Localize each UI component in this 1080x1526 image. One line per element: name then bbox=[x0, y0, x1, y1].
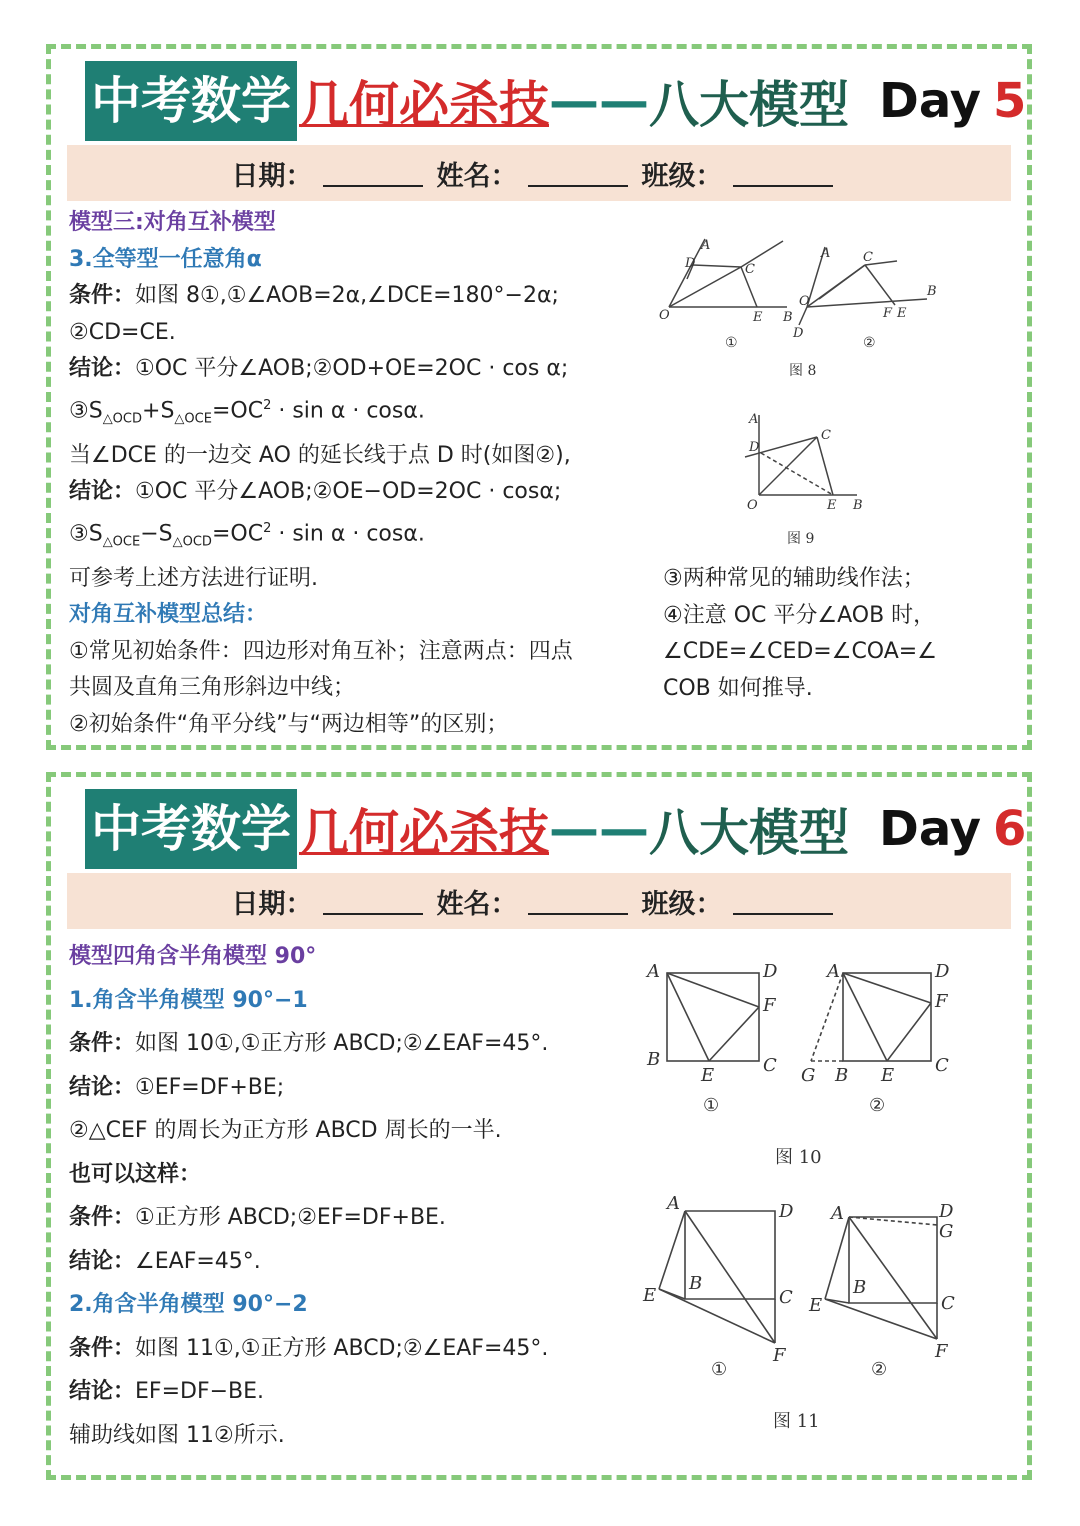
fig11-label-E1: E bbox=[643, 1285, 657, 1306]
fig8-label-E1: E bbox=[753, 310, 763, 325]
fig10-label-A1: A bbox=[647, 961, 660, 982]
alternative-heading: 也可以这样： bbox=[69, 1161, 202, 1187]
fig9-label-D: D bbox=[749, 440, 760, 455]
day5-title bbox=[85, 61, 1026, 141]
title-green: 八大模型 bbox=[649, 804, 849, 862]
fig8-caption: 图 8 bbox=[789, 363, 817, 379]
fig9-label-O: O bbox=[747, 498, 758, 513]
name-label: 姓名： bbox=[436, 888, 518, 920]
fig9-label-A: A bbox=[749, 412, 759, 427]
condition-line: 条件：如图 10①,①正方形 ABCD;②∠EAF=45°. bbox=[69, 1031, 549, 1056]
fig8-label-B1: B bbox=[783, 310, 793, 325]
title-green: 八大模型 bbox=[649, 76, 849, 134]
condition-line-2: 条件：①正方形 ABCD;②EF=DF+BE. bbox=[69, 1205, 446, 1230]
model-heading: 模型四角含半角模型 90° bbox=[69, 944, 317, 969]
fig8-label-F2: F bbox=[883, 306, 893, 321]
fig10-label-E2: E bbox=[881, 1065, 895, 1086]
fig8-label-C1: C bbox=[745, 262, 755, 277]
fig11-label-A2: A bbox=[831, 1203, 844, 1224]
condition-line-3: 条件：如图 11①,①正方形 ABCD;②∠EAF=45°. bbox=[69, 1335, 549, 1361]
conclusion-line-2: 结论：①OC 平分∠AOB;②OE−OD=2OC · cosα; bbox=[69, 479, 562, 505]
fig11-label-C2: C bbox=[941, 1293, 955, 1314]
fig11-label-F1: F bbox=[773, 1345, 786, 1366]
area-formula-1: $③S_{\triangle OCD}+S_{\triangle OCE}=OC^2 \cdot \sin \alpha \cdot \cos\alpha$. bbox=[69, 397, 425, 427]
title-day: Day bbox=[879, 801, 982, 857]
fig10-label-C2: C bbox=[935, 1055, 949, 1076]
conclusion-line: 结论：①OC 平分∠AOB;②OD+OE=2OC · cos α; bbox=[69, 356, 569, 381]
day6-card bbox=[46, 772, 1032, 1480]
fig10-label-A2: A bbox=[827, 961, 840, 982]
model-heading: 模型三:对角互补模型 bbox=[69, 210, 276, 235]
condition-line-2: ②CD=CE. bbox=[69, 319, 176, 345]
fig8-label-A2: A bbox=[821, 246, 831, 261]
class-label: 班级： bbox=[641, 160, 723, 192]
name-blank[interactable] bbox=[528, 159, 628, 187]
summary-line-1b: 共圆及直角三角形斜边中线； bbox=[69, 675, 356, 701]
title-day-number: 6 bbox=[993, 801, 1027, 857]
class-label: 班级： bbox=[641, 888, 723, 920]
fig9-label-E: E bbox=[827, 498, 837, 513]
subheading-1: 1.角含半角模型 90°−1 bbox=[69, 987, 308, 1013]
title-box: 中考数学 bbox=[85, 789, 297, 869]
subheading-2: 2.角含半角模型 90°−2 bbox=[69, 1292, 308, 1317]
conclusion-line-4: 结论：EF=DF−BE. bbox=[69, 1379, 265, 1404]
class-blank[interactable] bbox=[733, 887, 833, 915]
summary-line-2: ②初始条件“角平分线”与“两边相等”的区别； bbox=[69, 711, 509, 737]
name-blank[interactable] bbox=[528, 887, 628, 915]
fig11-marker-2: ② bbox=[871, 1359, 888, 1380]
info-bar bbox=[67, 145, 1011, 201]
date-blank[interactable] bbox=[323, 887, 423, 915]
fig10-label-B2: B bbox=[835, 1065, 849, 1086]
title-box: 中考数学 bbox=[85, 61, 297, 141]
fig10-label-B1: B bbox=[647, 1049, 661, 1070]
figure-11 bbox=[637, 1189, 967, 1429]
subheading: 3.全等型一任意角α bbox=[69, 246, 262, 272]
fig8-label-O2: O bbox=[799, 294, 810, 309]
fig8-label-B2: B bbox=[927, 284, 937, 299]
day5-card bbox=[46, 44, 1032, 750]
day5-left-text bbox=[69, 205, 573, 743]
fig10-caption: 图 10 bbox=[775, 1147, 822, 1168]
summary-line-4b: ∠CDE=∠CED=∠COA=∠ bbox=[663, 639, 937, 664]
info-bar bbox=[67, 873, 1011, 929]
fig8-marker-1: ① bbox=[725, 335, 738, 351]
fig8-label-A1: A bbox=[701, 238, 711, 253]
summary-line-4a: ④注意 OC 平分∠AOB 时， bbox=[663, 602, 936, 628]
fig10-label-E1: E bbox=[701, 1065, 715, 1086]
name-label: 姓名： bbox=[436, 160, 518, 192]
condition-line: 条件：如图 8①,①∠AOB=2α,∠DCE=180°−2α; bbox=[69, 283, 559, 308]
title-red: 几何必杀技 bbox=[299, 804, 549, 862]
fig9-label-B: B bbox=[853, 498, 863, 513]
fig10-label-D1: D bbox=[763, 961, 778, 982]
fig8-label-D1: D bbox=[685, 256, 696, 271]
fig9-label-C: C bbox=[821, 428, 831, 443]
fig10-marker-2: ② bbox=[869, 1095, 886, 1116]
fig11-label-B1: B bbox=[689, 1273, 703, 1294]
title-day-number: 5 bbox=[993, 73, 1027, 129]
fig8-label-D2: D bbox=[793, 326, 804, 341]
figure-10 bbox=[637, 953, 967, 1173]
fig10-label-D2: D bbox=[935, 961, 950, 982]
fig11-label-F2: F bbox=[935, 1341, 948, 1362]
fig11-label-A1: A bbox=[667, 1193, 680, 1214]
fig11-label-D2: D bbox=[939, 1201, 954, 1222]
auxiliary-line-note: 辅助线如图 11②所示. bbox=[69, 1422, 285, 1448]
fig11-label-B2: B bbox=[853, 1277, 867, 1298]
day6-left-text bbox=[69, 935, 548, 1457]
day5-right-text bbox=[663, 561, 937, 707]
fig11-label-G2: G bbox=[939, 1221, 954, 1242]
fig11-marker-1: ① bbox=[711, 1359, 728, 1380]
fig9-caption: 图 9 bbox=[787, 531, 815, 547]
figure-8 bbox=[657, 229, 947, 379]
date-blank[interactable] bbox=[323, 159, 423, 187]
fig10-label-C1: C bbox=[763, 1055, 777, 1076]
class-blank[interactable] bbox=[733, 159, 833, 187]
date-label: 日期： bbox=[231, 888, 313, 920]
fig11-label-C1: C bbox=[779, 1287, 793, 1308]
fig11-label-D1: D bbox=[779, 1201, 794, 1222]
fig10-marker-1: ① bbox=[703, 1095, 720, 1116]
date-label: 日期： bbox=[231, 160, 313, 192]
fig10-label-F1: F bbox=[763, 995, 776, 1016]
title-dash: —— bbox=[549, 800, 649, 858]
summary-heading: 对角互补模型总结： bbox=[69, 602, 268, 628]
fig8-marker-2: ② bbox=[863, 335, 876, 351]
day6-title bbox=[85, 789, 1026, 869]
title-day: Day bbox=[879, 73, 982, 129]
summary-line-1a: ①常见初始条件：四边形对角互补；注意两点：四点 bbox=[69, 638, 573, 664]
case-line: 当∠DCE 的一边交 AO 的延长线于点 D 时(如图②), bbox=[69, 442, 571, 468]
fig8-label-O1: O bbox=[659, 308, 670, 323]
figure-9 bbox=[737, 409, 877, 559]
fig11-label-E2: E bbox=[809, 1295, 823, 1316]
fig8-label-E2: E bbox=[897, 306, 907, 321]
reference-line: 可参考上述方法进行证明. bbox=[69, 565, 318, 591]
fig10-label-G2: G bbox=[801, 1065, 816, 1086]
area-formula-2: $③S_{\triangle OCE}-S_{\triangle OCD}=OC^2 \cdot \sin \alpha \cdot \cos\alpha$. bbox=[69, 520, 425, 550]
fig8-label-C2: C bbox=[863, 250, 873, 265]
title-dash: —— bbox=[549, 72, 649, 130]
fig11-caption: 图 11 bbox=[773, 1411, 820, 1429]
title-red: 几何必杀技 bbox=[299, 76, 549, 134]
conclusion-line-2: ②△CEF 的周长为正方形 ABCD 周长的一半. bbox=[69, 1118, 502, 1143]
summary-line-3: ③两种常见的辅助线作法； bbox=[663, 566, 925, 591]
summary-line-4c: COB 如何推导. bbox=[663, 675, 813, 701]
conclusion-line: 结论：①EF=DF+BE; bbox=[69, 1074, 285, 1100]
conclusion-line-3: 结论：∠EAF=45°. bbox=[69, 1248, 261, 1274]
fig10-label-F2: F bbox=[935, 991, 948, 1012]
